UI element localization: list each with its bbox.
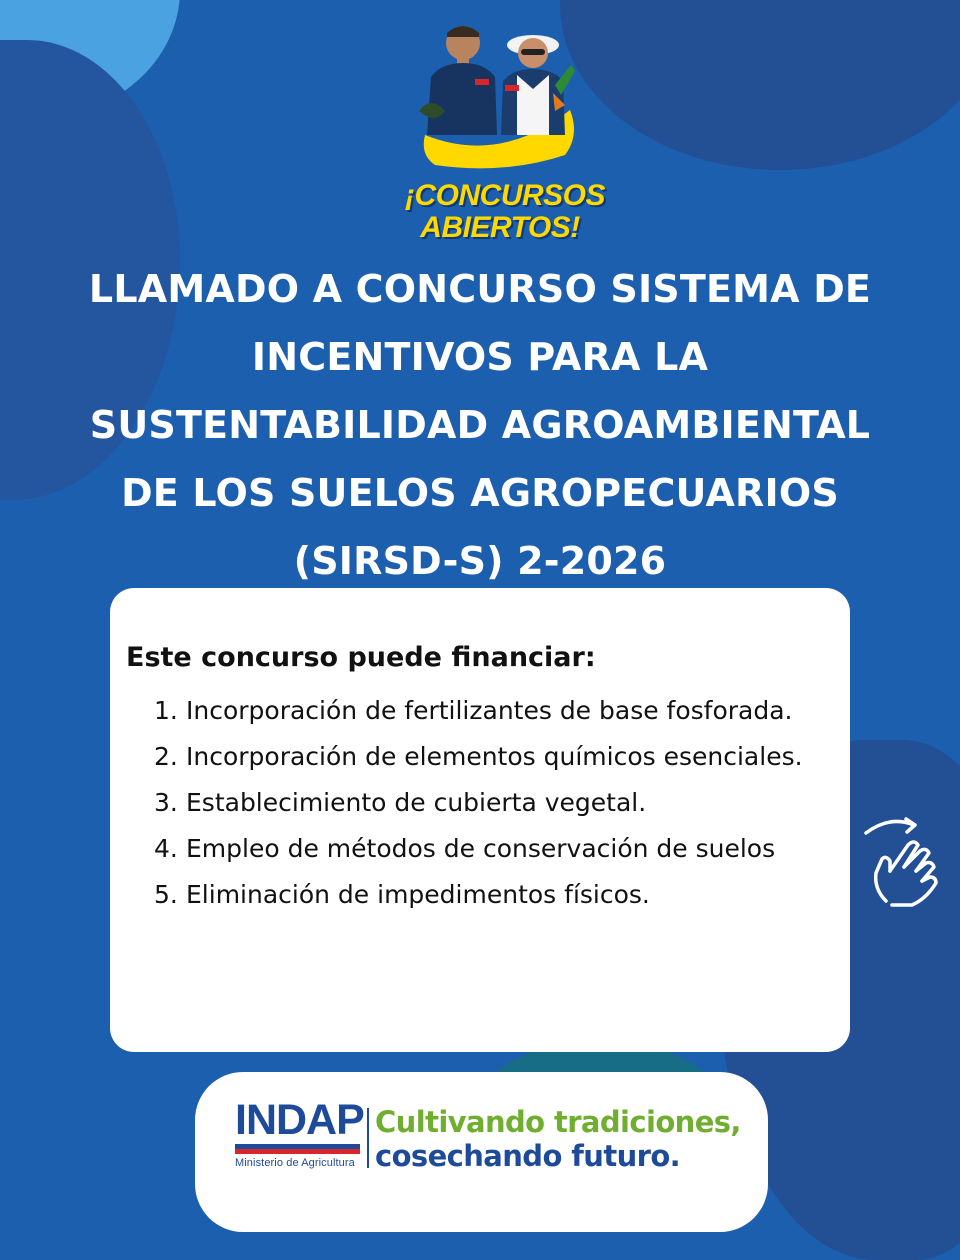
campaign-badge [405,15,606,245]
info-card [110,588,850,1052]
card-heading: Este concurso puede financiar: [126,642,596,673]
title-line-1: LLAMADO A CONCURSO SISTEMA DE [88,267,872,311]
list-item-text: Incorporación de fertilizantes de base fosforada. [186,696,793,725]
list-item-text: Empleo de métodos de conservación de suelos [186,834,776,863]
badge-line-1: ¡CONCURSOS [405,179,606,212]
page-title [60,255,900,595]
list-item-number: 3. [154,788,178,817]
list-item-number: 4. [154,834,178,863]
brand-subtitle: Ministerio de Agricultura [235,1157,355,1169]
brand-name: INDAP [235,1096,364,1144]
list-item [154,872,844,918]
slogan [375,1105,765,1173]
divider [367,1108,369,1168]
list-item-number: 2. [154,742,178,771]
list-item-text: Establecimiento de cubierta vegetal. [186,788,647,817]
title-line-4: DE LOS SUELOS AGROPECUARIOS [121,471,839,515]
list-item [154,826,844,872]
brand-logo [235,1096,364,1169]
list-item [154,734,844,780]
list-item-number: 5. [154,880,178,909]
title-line-2: INCENTIVOS PARA LA [251,335,709,379]
title-line-3: SUSTENTABILIDAD AGROAMBIENTAL [89,403,871,447]
list-item [154,780,844,826]
farmers-illustration [405,15,595,185]
financing-list [154,688,844,918]
list-item-text: Eliminación de impedimentos físicos. [186,880,650,909]
swipe-hand-icon [860,815,945,910]
background-blob [560,0,960,170]
slogan-line-2: cosechando futuro. [375,1139,681,1173]
title-line-5: (SIRSD-S) 2-2026 [293,539,667,583]
list-item-number: 1. [154,696,178,725]
badge-line-2: ABIERTOS! [420,211,580,244]
slogan-line-1: Cultivando tradiciones, [375,1105,741,1139]
brand-stripes [235,1144,360,1154]
list-item-text: Incorporación de elementos químicos esenciales. [186,742,803,771]
footer-banner [195,1072,768,1232]
list-item [154,688,844,734]
